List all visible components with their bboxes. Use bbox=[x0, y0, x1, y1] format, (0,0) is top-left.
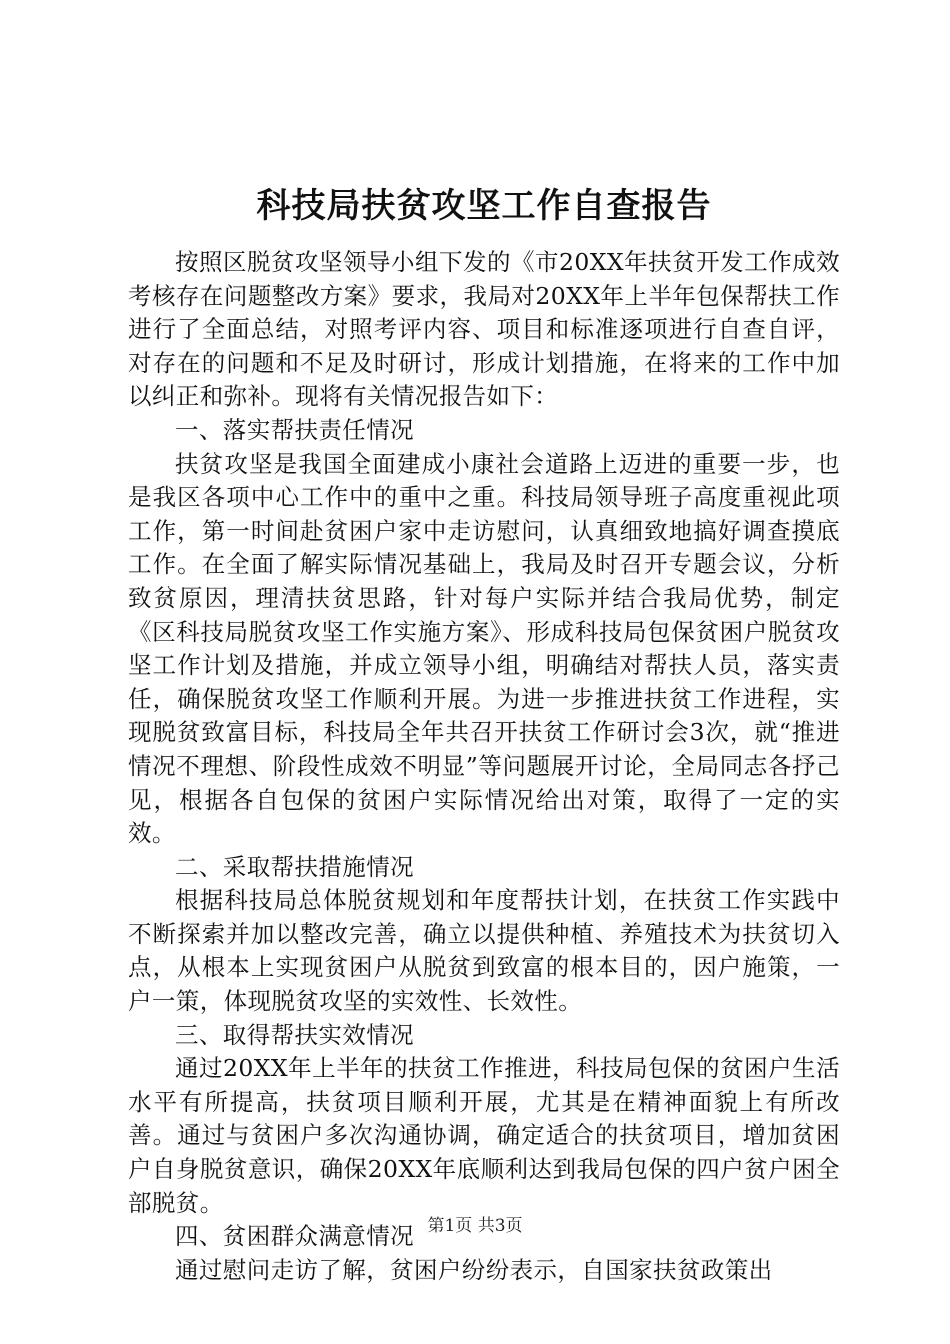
section-heading-1: 一、落实帮扶责任情况 bbox=[175, 415, 414, 444]
document-page bbox=[128, 180, 840, 1287]
section-heading-4: 四、贫困群众满意情况 bbox=[175, 1222, 414, 1251]
section-body-4: 通过慰问走访了解，贫困户纷纷表示，自国家扶贫政策出 bbox=[175, 1255, 773, 1284]
section-body-1: 扶贫攻坚是我国全面建成小康社会道路上迈进的重要一步，也是我区各项中心工作中的重中之重。科技局领导班子高度重视此项工作，第一时间赴贫困户家中走访慰问，认真细致地搞好调查摸底工作。在全面了解实际情况基础上，我局及时召开专题会议，分析致贫原因，理清扶贫思路，针对每户实际并结合我局优势，制定《区科技局脱贫攻坚工作实施方案》、形成科技局包保贫困户脱贫攻坚工作计划及措施，并成立领导小组，明确结对帮扶人员，落实责任，确保脱贫攻坚工作顺利开展。为进一步推进扶贫工作进程，实现脱贫致富目标，科技局全年共召开扶贫工作研讨会3次，就“推进情况不理想、阶段性成效不明显”等问题展开讨论，全局同志各抒己见，根据各自包保的贫困户实际情况给出对策，取得了一定的实效。 bbox=[128, 449, 840, 848]
section-body-3: 通过20XX年上半年的扶贫工作推进，科技局包保的贫困户生活水平有所提高，扶贫项目顺利开展，尤其是在精神面貌上有所改善。通过与贫困户多次沟通协调，确定适合的扶贫项目，增加贫困户自身脱贫意识，确保20XX年底顺利达到我局包保的四户贫户困全部脱贫。 bbox=[128, 1054, 840, 1217]
page-number-footer: 第1页 共3页 bbox=[427, 1216, 523, 1236]
section-heading-3: 三、取得帮扶实效情况 bbox=[175, 1020, 414, 1049]
intro-paragraph: 按照区脱贫攻坚领导小组下发的《市20XX年扶贫开发工作成效考核存在问题整改方案》要求，我局对20XX年上半年包保帮扶工作进行了全面总结，对照考评内容、项目和标准逐项进行自查自评，对存在的问题和不足及时研讨，形成计划措施，在将来的工作中加以纠正和弥补。现将有关情况报告如下： bbox=[128, 248, 840, 411]
section-body-2: 根据科技局总体脱贫规划和年度帮扶计划，在扶贫工作实践中不断探索并加以整改完善，确立以提供种植、养殖技术为扶贫切入点，从根本上实现贫困户从脱贫到致富的根本目的，因户施策，一户一策，体现脱贫攻坚的实效性、长效性。 bbox=[128, 886, 840, 1016]
document-title: 科技局扶贫攻坚工作自查报告 bbox=[256, 186, 712, 226]
section-heading-2: 二、采取帮扶措施情况 bbox=[175, 852, 414, 881]
